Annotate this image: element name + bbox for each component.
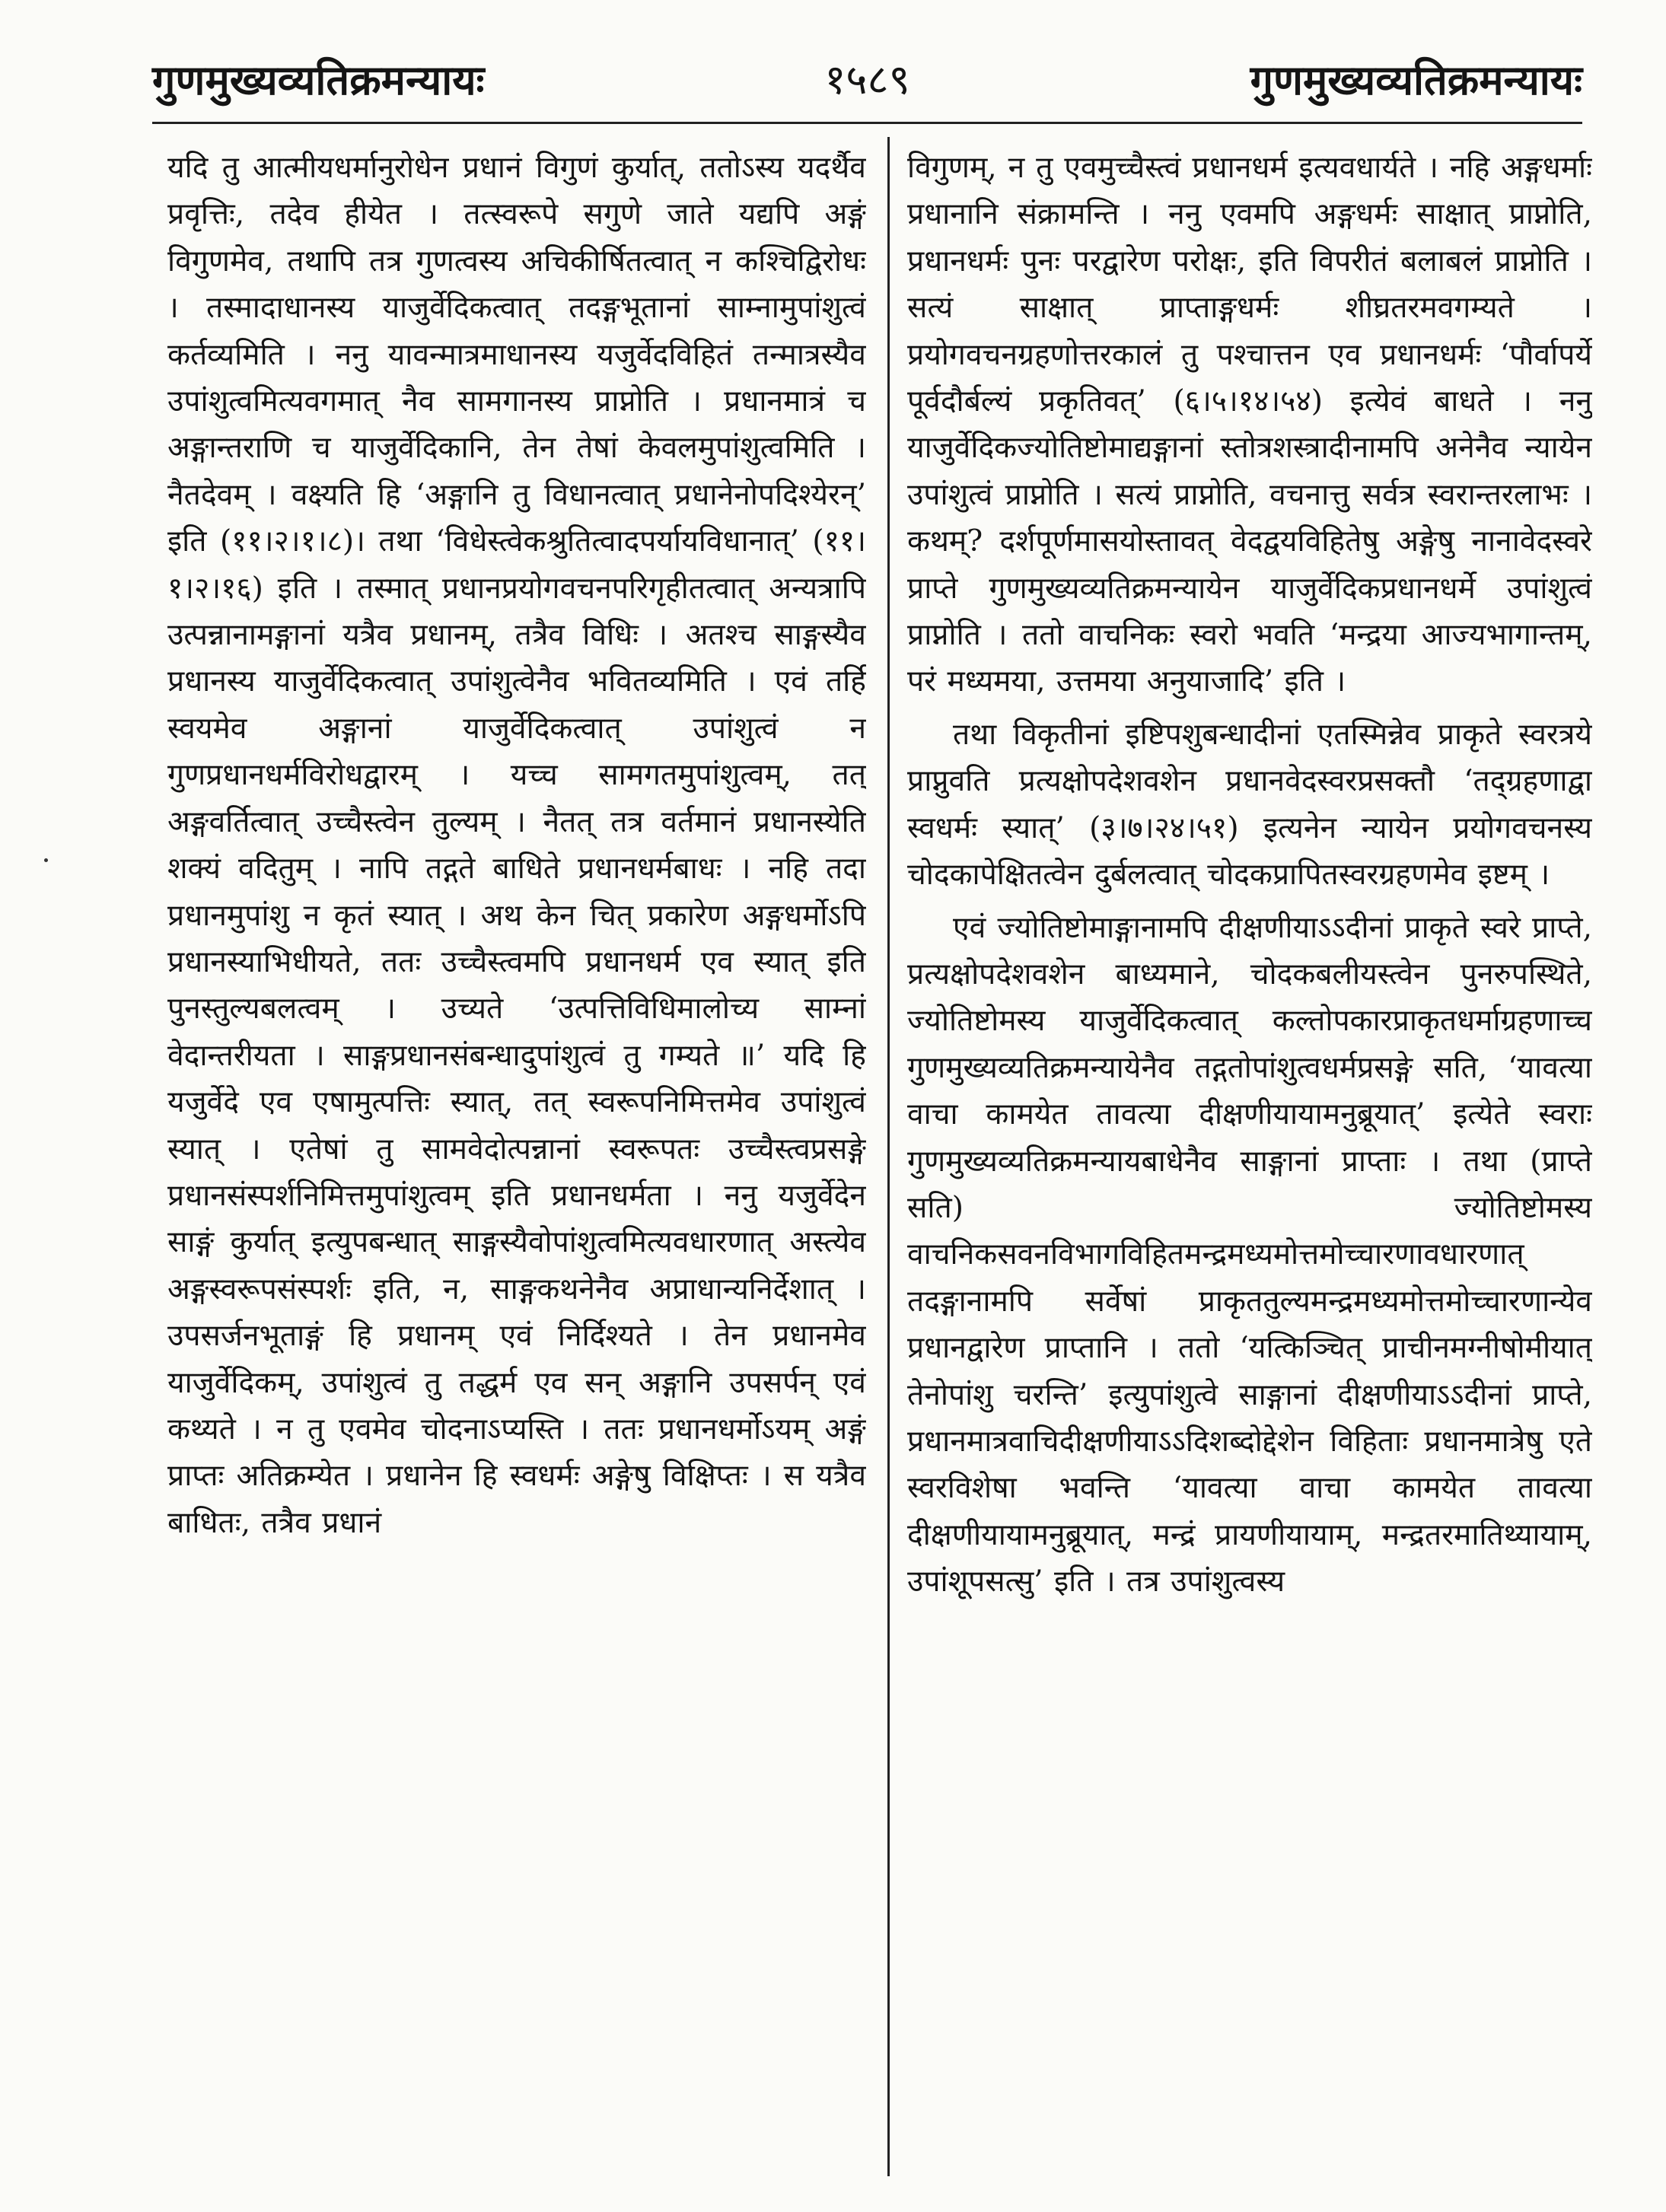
running-title-right: गुणमुख्यव्यतिक्रमन्यायः [1250,56,1582,104]
right-paragraph-1: विगुणम्, न तु एवमुच्चैस्त्वं प्रधानधर्म इत्यवधार्यते । नहि अङ्गधर्माः प्रधानानि संक्रामन्ति । ननु एवमपि अङ्गधर्मः साक्षात् प्राप्नोति, प्रधानधर्मः पुनः परद्वारेण परोक्षः, इति विपरीतं बलाबलं प्राप्नोति । सत्यं साक्षात् प्राप्ताङ्गधर्मः शीघ्रतरमवगम्यते । प्रयोगवचनग्रहणोत्तरकालं तु पश्चात्तन एव प्रधानधर्मः ‘पौर्वापर्ये पूर्वदौर्बल्यं प्रकृतिवत्’ (६।५।१४।५४) इत्येवं बाधते । ननु याजुर्वेदिकज्योतिष्टोमाद्यङ्गानां स्तोत्रशस्त्रादीनामपि अनेनैव न्यायेन उपांशुत्वं प्राप्नोति । सत्यं प्राप्नोति, वचनात्तु सर्वत्र स्वरान्तरलाभः । कथम्? दर्शपूर्णमासयोस्तावत् वेदद्वयविहितेषु अङ्गेषु नानावेदस्वरे प्राप्ते गुणमुख्यव्यतिक्रमन्यायेन याजुर्वेदिकप्रधानधर्मे उपांशुत्वं प्राप्नोति । ततो वाचनिकः स्वरो भवति ‘मन्द्रया आज्यभागान्तम्, परं मध्यमया, उत्तमया अनुयाजादि’ इति । [907,151,1592,699]
right-column [907,145,1592,2184]
right-paragraph-3: एवं ज्योतिष्टोमाङ्गानामपि दीक्षणीयाऽऽदीनां प्राकृते स्वरे प्राप्ते, प्रत्यक्षोपदेशवशेन बाध्यमाने, चोदकबलीयस्त्वेन पुनरुपस्थिते, ज्योतिष्टोमस्य याजुर्वेदिकत्वात् कल्तोपकारप्राकृतधर्माग्रहणाच्च गुणमुख्यव्यतिक्रमन्यायेनैव तद्गतोपांशुत्वधर्मप्रसङ्गे सति, ‘यावत्या वाचा कामयेत तावत्या दीक्षणीयायामनुब्रूयात्’ इत्येते स्वराः गुणमुख्यव्यतिक्रमन्यायबाधेनैव साङ्गानां प्राप्ताः । तथा (प्राप्ते सति) ज्योतिष्टोमस्य वाचनिकसवनविभागविहितमन्द्रमध्यमोत्तमोच्चारणावधारणात् तदङ्गानामपि सर्वेषां प्राकृततुल्यमन्द्रमध्यमोत्तमोच्चारणान्येव प्रधानद्वारेण प्राप्तानि । ततो ‘यत्किञ्चित् प्राचीनमग्नीषोमीयात् तेनोपांशु चरन्ति’ इत्युपांशुत्वे साङ्गानां दीक्षणीयाऽऽदीनां प्राप्ते, प्रधानमात्रवाचिदीक्षणीयाऽऽदिशब्दोद्देशेन विहिताः प्रधानमात्रेषु एते स्वरविशेषा भवन्ति ‘यावत्या वाचा कामयेत तावत्या दीक्षणीयायामनुब्रूयात्, मन्द्रं प्रायणीयायाम्, मन्द्रतरमातिथ्यायाम्, उपांशूपसत्सु’ इति । तत्र उपांशुत्वस्य [907,910,1592,1599]
right-paragraph-2: तथा विकृतीनां इष्टिपशुबन्धादीनां एतस्मिन्नेव प्राकृते स्वरत्रये प्राप्नुवति प्रत्यक्षोपदेशवशेन प्रधानवेदस्वरप्रसक्तौ ‘तद्ग्रहणाद्वा स्वधर्मः स्यात्’ (३।७।२४।५१) इत्यनेन न्यायेन प्रयोगवचनस्य चोदकापेक्षितत्वेन दुर्बलत्वात् चोदकप्रापितस्वरग्रहणमेव इष्टम् । [907,717,1592,893]
header-rule [152,122,1582,124]
page-number: १५८९ [824,56,910,103]
scan-speck [44,858,48,862]
left-paragraph-1: यदि तु आत्मीयधर्मानुरोधेन प्रधानं विगुणं कुर्यात्, ततोऽस्य यदर्थैव प्रवृत्तिः, तदेव हीयेत । तत्स्वरूपे सगुणे जाते यद्यपि अङ्गं विगुणमेव, तथापि तत्र गुणत्वस्य अचिकीर्षितत्वात् न कश्चिद्विरोधः । तस्मादाधानस्य याजुर्वेदिकत्वात् तदङ्गभूतानां साम्नामुपांशुत्वं कर्तव्यमिति । ननु यावन्मात्रमाधानस्य यजुर्वेदविहितं तन्मात्रस्यैव उपांशुत्वमित्यवगमात् नैव सामगानस्य प्राप्नोति । प्रधानमात्रं च अङ्गान्तराणि च याजुर्वेदिकानि, तेन तेषां केवलमुपांशुत्वमिति । नैतदेवम् । वक्ष्यति हि ‘अङ्गानि तु विधानत्वात् प्रधानेनोपदिश्येरन्’ इति (११।२।१।८)। तथा ‘विधेस्त्वेकश्रुतित्वादपर्यायविधानात्’ (११।१।२।१६) इति । तस्मात् प्रधानप्रयोगवचनपरिगृहीतत्वात् अन्यत्रापि उत्पन्नानामङ्गानां यत्रैव प्रधानम्, तत्रैव विधिः । अतश्च साङ्गस्यैव प्रधानस्य याजुर्वेदिकत्वात् उपांशुत्वेनैव भवितव्यमिति । एवं तर्हि स्वयमेव अङ्गानां याजुर्वेदिकत्वात् उपांशुत्वं न गुणप्रधानधर्मविरोधद्वारम् । यच्च सामगतमुपांशुत्वम्, तत् अङ्गवर्तित्वात् उच्चैस्त्वेन तुल्यम् । नैतत् तत्र वर्तमानं प्रधानस्येति शक्यं वदितुम् । नापि तद्गते बाधिते प्रधानधर्मबाधः । नहि तदा प्रधानमुपांशु न कृतं स्यात् । अथ केन चित् प्रकारेण अङ्गधर्मोऽपि प्रधानस्याभिधीयते, ततः उच्चैस्त्वमपि प्रधानधर्म एव स्यात् इति पुनस्तुल्यबलत्वम् । उच्यते ‘उत्पत्तिविधिमालोच्य साम्नां वेदान्तरीयता । साङ्गप्रधानसंबन्धादुपांशुत्वं तु गम्यते ॥’ यदि हि यजुर्वेदे एव एषामुत्पत्तिः स्यात्, तत् स्वरूपनिमित्तमेव उपांशुत्वं स्यात् । एतेषां तु सामवेदोत्पन्नानां स्वरूपतः उच्चैस्त्वप्रसङ्गे प्रधानसंस्पर्शनिमित्तमुपांशुत्वम् इति प्रधानधर्मता । ननु यजुर्वेदेन साङ्गं कुर्यात् इत्युपबन्धात् साङ्गस्यैवोपांशुत्वमित्यवधारणात् अस्त्येव अङ्गस्वरूपसंस्पर्शः इति, न, साङ्गकथनेनैव अप्राधान्यनिर्देशात् । उपसर्जनभूताङ्गं हि प्रधानम् एवं निर्दिश्यते । तेन प्रधानमेव याजुर्वेदिकम्, उपांशुत्वं तु तद्धर्म एव सन् अङ्गानि उपसर्पन् एवं कथ्यते । न तु एवमेव चोदनाऽप्यस्ति । ततः प्रधानधर्मोऽयम् अङ्गं प्राप्तः अतिक्रम्येत । प्रधानेन हि स्वधर्मः अङ्गेषु विक्षिप्तः । स यत्रैव बाधितः, तत्रैव प्रधानं [167,151,866,1540]
column-divider [887,137,890,2176]
running-title-left: गुणमुख्यव्यतिक्रमन्यायः [152,56,485,104]
running-header [152,42,1582,118]
left-column [167,145,866,2184]
